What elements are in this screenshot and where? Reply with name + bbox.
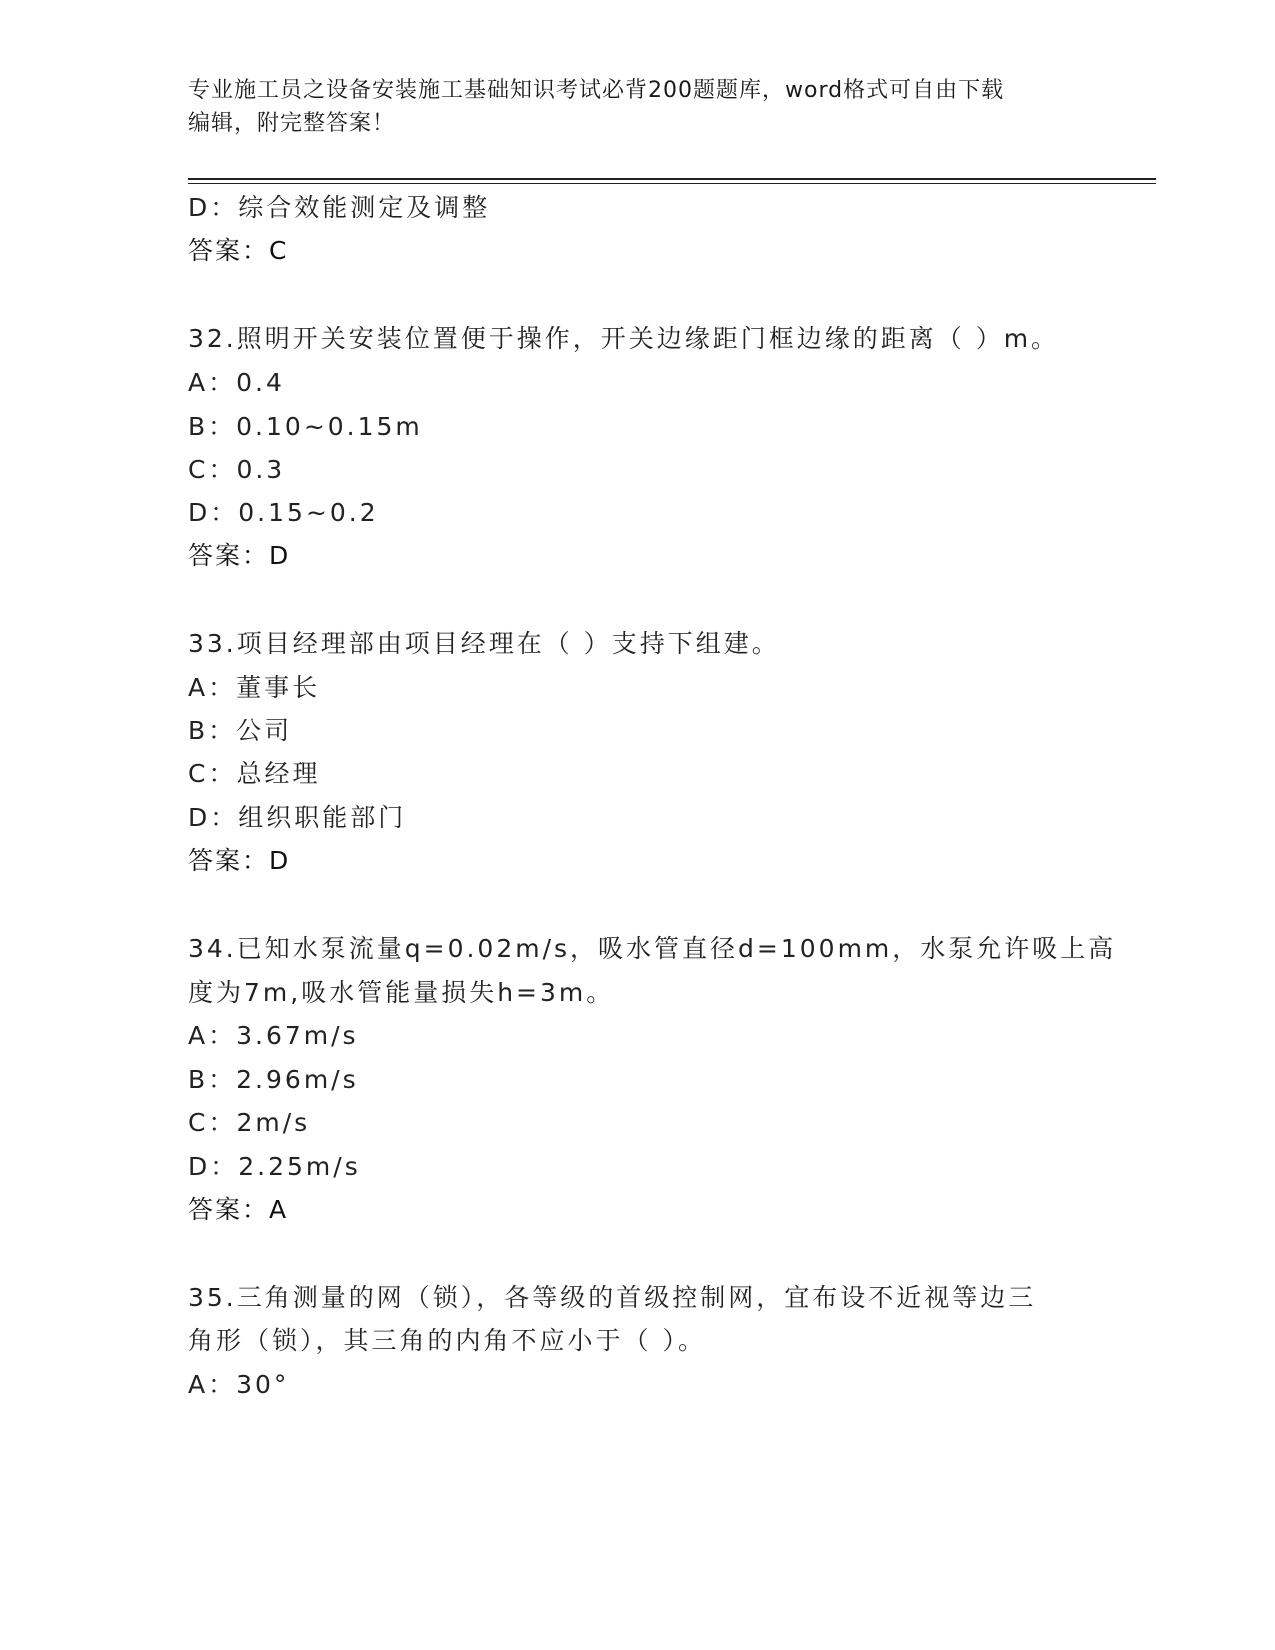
document-header — [188, 74, 1068, 140]
header-line-2: 编辑，附完整答案！ — [188, 111, 396, 136]
option-b-q32: B：0.10~0.15m — [188, 412, 423, 441]
option-b-q34: B：2.96m/s — [188, 1065, 359, 1094]
option-d-q34: D：2.25m/s — [188, 1152, 361, 1181]
option-c-q32: C：0.3 — [188, 455, 286, 484]
answer-q34: 答案：A — [188, 1195, 289, 1224]
option-d-q31: D：综合效能测定及调整 — [188, 193, 491, 222]
option-a-q32: A：0.4 — [188, 368, 285, 397]
answer-q31: 答案：C — [188, 236, 289, 265]
answer-q33: 答案：D — [188, 846, 291, 875]
option-c-q33: C：总经理 — [188, 759, 321, 788]
answer-q32: 答案：D — [188, 541, 291, 570]
header-divider-thin — [188, 183, 1156, 184]
option-d-q32: D：0.15~0.2 — [188, 498, 379, 527]
option-a-q35: A：30° — [188, 1370, 290, 1399]
question-32: 32.照明开关安装位置便于操作，开关边缘距门框边缘的距离（ ）m。 — [188, 324, 1060, 353]
header-divider-thick — [188, 178, 1156, 180]
option-d-q33: D：组织职能部门 — [188, 803, 407, 832]
question-33: 33.项目经理部由项目经理在（ ）支持下组建。 — [188, 629, 780, 658]
question-35-line-1: 35.三角测量的网（锁），各等级的首级控制网，宜布设不近视等边三 — [188, 1283, 1037, 1312]
question-35-line-2: 角形（锁），其三角的内角不应小于（ ）。 — [188, 1326, 706, 1355]
option-a-q34: A：3.67m/s — [188, 1021, 359, 1050]
option-a-q33: A：董事长 — [188, 673, 321, 702]
question-34-line-1: 34.已知水泵流量q=0.02m/s，吸水管直径d=100mm，水泵允许吸上高 — [188, 934, 1117, 963]
option-c-q34: C：2m/s — [188, 1108, 311, 1137]
question-34-line-2: 度为7m,吸水管能量损失h=3m。 — [188, 978, 615, 1007]
option-b-q33: B：公司 — [188, 716, 293, 745]
header-line-1: 专业施工员之设备安装施工基础知识考试必背200题题库，word格式可自由下载 — [188, 78, 1005, 103]
